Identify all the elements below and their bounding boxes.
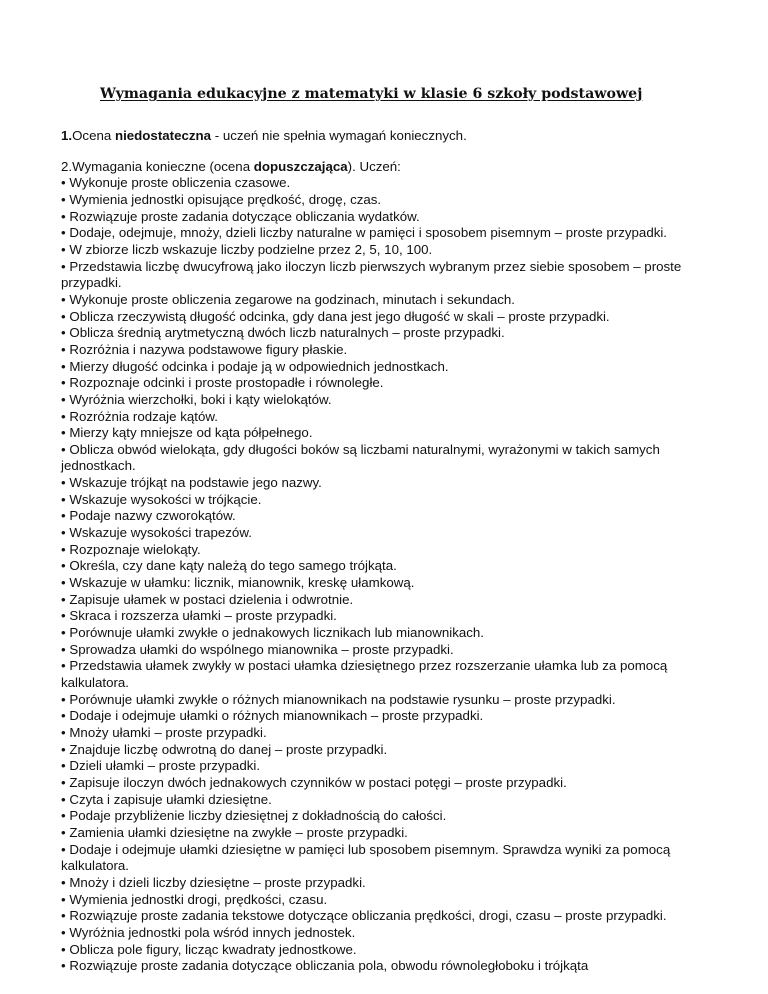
list-item: • Wykonuje proste obliczenia zegarowe na godzinach, minutach i sekundach. xyxy=(61,292,716,309)
list-item: • Wskazuje wysokości trapezów. xyxy=(61,525,716,542)
list-item: • Zapisuje ułamek w postaci dzielenia i odwrotnie. xyxy=(61,592,716,609)
document-body xyxy=(61,128,716,975)
list-item: • Dodaje, odejmuje, mnoży, dzieli liczby naturalne w pamięci i sposobem pisemnym – proste przypadki. xyxy=(61,225,716,242)
list-item: • Porównuje ułamki zwykłe o jednakowych licznikach lub mianownikach. xyxy=(61,625,716,642)
section-2-heading xyxy=(61,159,716,176)
list-item: • Wskazuje w ułamku: licznik, mianownik, kreskę ułamkową. xyxy=(61,575,716,592)
list-item: • Rozwiązuje proste zadania dotyczące obliczania wydatków. xyxy=(61,209,716,226)
list-item: • Rozróżnia rodzaje kątów. xyxy=(61,409,716,426)
list-item: • Przedstawia liczbę dwucyfrową jako iloczyn liczb pierwszych wybranym przez siebie sposobem – proste przypadki. xyxy=(61,259,716,292)
list-item: • Mierzy kąty mniejsze od kąta półpełnego. xyxy=(61,425,716,442)
list-item: • Oblicza rzeczywistą długość odcinka, gdy dana jest jego długość w skali – proste przypadki. xyxy=(61,309,716,326)
list-item: • Wyróżnia jednostki pola wśród innych jednostek. xyxy=(61,925,716,942)
list-item: • Dodaje i odejmuje ułamki dziesiętne w pamięci lub sposobem pisemnym. Sprawdza wyniki za pomocą kalkulatora. xyxy=(61,842,716,875)
list-item: • Podaje przybliżenie liczby dziesiętnej z dokładnością do całości. xyxy=(61,808,716,825)
list-item: • Czyta i zapisuje ułamki dziesiętne. xyxy=(61,792,716,809)
list-item: • Określa, czy dane kąty należą do tego samego trójkąta. xyxy=(61,558,716,575)
list-item: • Zamienia ułamki dziesiętne na zwykłe – proste przypadki. xyxy=(61,825,716,842)
list-item: • Zapisuje iloczyn dwóch jednakowych czynników w postaci potęgi – proste przypadki. xyxy=(61,775,716,792)
list-item: • Mierzy długość odcinka i podaje ją w odpowiednich jednostkach. xyxy=(61,359,716,376)
section-2-grade: dopuszczająca xyxy=(253,158,348,174)
list-item: • Wyróżnia wierzchołki, boki i kąty wielokątów. xyxy=(61,392,716,409)
list-item: • Porównuje ułamki zwykłe o różnych mianownikach na podstawie rysunku – proste przypadki. xyxy=(61,692,716,709)
section-1-paragraph xyxy=(61,128,716,145)
list-item: • Wymienia jednostki drogi, prędkości, czasu. xyxy=(61,892,716,909)
list-item: • Podaje nazwy czworokątów. xyxy=(61,508,716,525)
section-1-text-before: Ocena xyxy=(72,128,115,143)
list-item: • Skraca i rozszerza ułamki – proste przypadki. xyxy=(61,608,716,625)
list-item: • Rozróżnia i nazywa podstawowe figury płaskie. xyxy=(61,342,716,359)
list-item: • Wymienia jednostki opisujące prędkość, drogę, czas. xyxy=(61,192,716,209)
list-item: • Rozpoznaje odcinki i proste prostopadłe i równoległe. xyxy=(61,375,716,392)
list-item: • W zbiorze liczb wskazuje liczby podzielne przez 2, 5, 10, 100. xyxy=(61,242,716,259)
section-1-text-after: - uczeń nie spełnia wymagań koniecznych. xyxy=(211,128,467,143)
list-item: • Rozwiązuje proste zadania tekstowe dotyczące obliczania prędkości, drogi, czasu – proste przypadki. xyxy=(61,908,716,925)
list-item: • Rozpoznaje wielokąty. xyxy=(61,542,716,559)
requirements-list xyxy=(61,175,716,975)
list-item: • Wskazuje wysokości w trójkącie. xyxy=(61,492,716,509)
list-item: • Rozwiązuje proste zadania dotyczące obliczania pola, obwodu równoległoboku i trójkąta xyxy=(61,958,716,975)
document-title: Wymagania edukacyjne z matematyki w klasie 6 szkoły podstawowej xyxy=(100,86,643,102)
section-1-number: 1. xyxy=(61,128,73,143)
list-item: • Mnoży i dzieli liczby dziesiętne – proste przypadki. xyxy=(61,875,716,892)
list-item: • Wskazuje trójkąt na podstawie jego nazwy. xyxy=(61,475,716,492)
list-item: • Dzieli ułamki – proste przypadki. xyxy=(61,758,716,775)
list-item: • Sprowadza ułamki do wspólnego mianownika – proste przypadki. xyxy=(61,642,716,659)
list-item: • Mnoży ułamki – proste przypadki. xyxy=(61,725,716,742)
list-item: • Dodaje i odejmuje ułamki o różnych mianownikach – proste przypadki. xyxy=(61,708,716,725)
section-2-text-after: ). Uczeń: xyxy=(347,158,401,174)
section-2-text-before: 2.Wymagania konieczne (ocena xyxy=(61,158,254,174)
list-item: • Oblicza pole figury, licząc kwadraty jednostkowe. xyxy=(61,942,716,959)
section-1-grade: niedostateczna xyxy=(114,128,212,143)
list-item: • Znajduje liczbę odwrotną do danej – proste przypadki. xyxy=(61,742,716,759)
list-item: • Wykonuje proste obliczenia czasowe. xyxy=(61,175,716,192)
list-item: • Oblicza obwód wielokąta, gdy długości boków są liczbami naturalnymi, wyrażonymi w takich samych jednostkach. xyxy=(61,442,716,475)
list-item: • Oblicza średnią arytmetyczną dwóch liczb naturalnych – proste przypadki. xyxy=(61,325,716,342)
list-item: • Przedstawia ułamek zwykły w postaci ułamka dziesiętnego przez rozszerzanie ułamka lub za pomocą kalkulatora. xyxy=(61,658,716,691)
